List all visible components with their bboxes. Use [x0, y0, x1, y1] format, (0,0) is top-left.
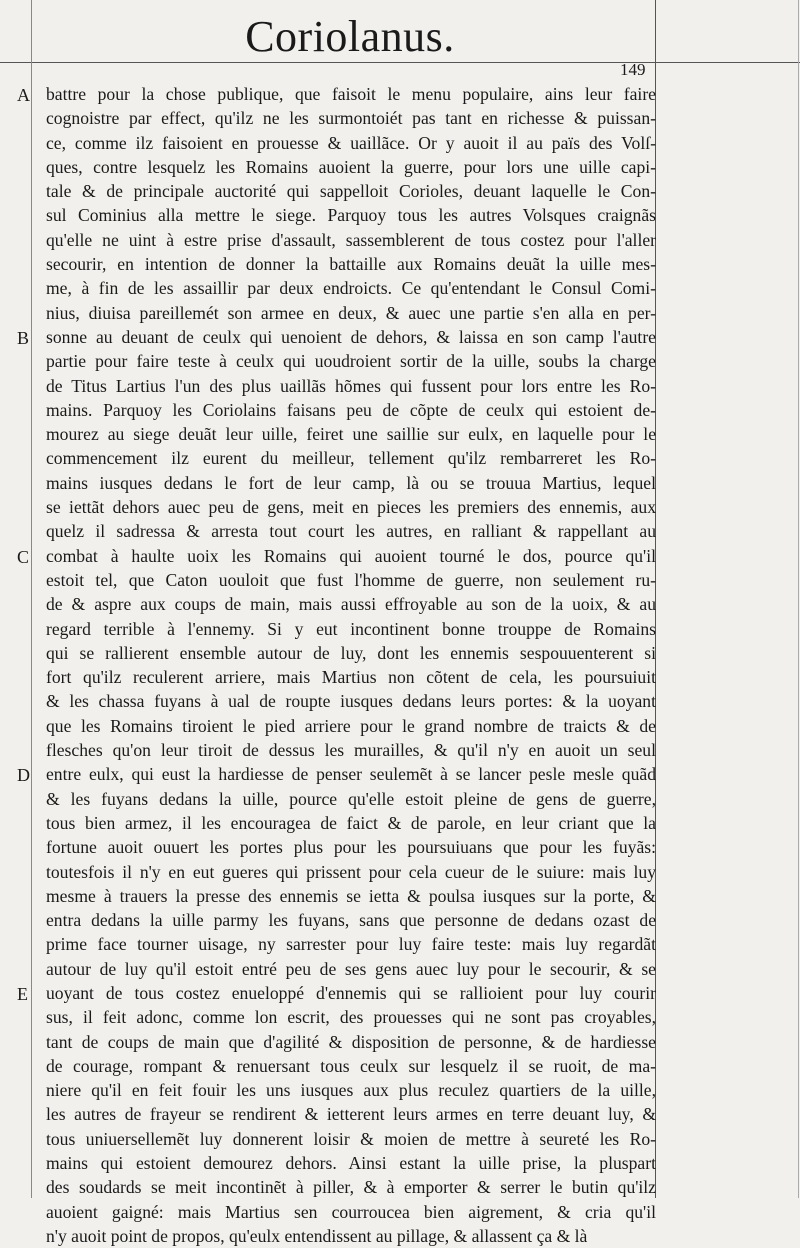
text-line: de Titus Lartius l'un des plus uaillãs hõmes qui fussent pour lors entre les Ro-	[46, 375, 656, 396]
text-line: sus, il feit adonc, comme lon escrit, des prouesses qui ne sont pas croyables,	[46, 1007, 656, 1028]
text-line: de & aspre aux coups de main, mais aussi effroyable au son de la uoix, & au	[46, 594, 656, 615]
text-line: mains qui estoient demourez dehors. Ainsi estant la uille prise, la pluspart	[46, 1153, 656, 1174]
text-line: & les chassa fuyans à ual de roupte iusques dedans leurs portes: & la uoyant	[46, 691, 656, 712]
running-head: Coriolanus.	[245, 12, 455, 61]
text-line: tant de coups de main que d'agilité & disposition de personne, & de hardiesse	[46, 1031, 656, 1052]
text-line: mains iusques dedans le fort de leur camp, là ou se trouua Martius, lequel	[46, 472, 656, 493]
margin-marker: C	[17, 546, 30, 567]
text-line: auoient gaigné: mais Martius sen courroucea bien aigrement, & cria qu'il	[46, 1201, 656, 1222]
text-line: entre eulx, qui eust la hardiesse de penser seulemẽt à se lancer pesle mesle quãd	[46, 764, 656, 785]
text-line: cognoistre par effect, qu'ilz ne les surmontoiét pas tant en richesse & puissan-	[46, 108, 656, 129]
text-line: fortune auoit ouuert les portes plus pour les poursuiuans que pour les fuyãs:	[46, 837, 656, 858]
text-line: ques, contre lesquelz les Romains auoient la guerre, pour lors une uille capi-	[46, 156, 656, 177]
text-line: qu'elle ne uint à estre prise d'assault, sassemblerent de tous costez pour l'aller	[46, 229, 656, 250]
text-line: tous uniuersellemẽt luy donnerent loisir & moien de mettre à seureté les Ro-	[46, 1128, 656, 1149]
text-line: ce, comme ilz faisoient en prouesse & uaillãce. Or y auoit il au païs des Volſ-	[46, 132, 656, 153]
text-line: qui se rallierent ensemble autour de luy, dont les ennemis sespouuenterent si	[46, 642, 656, 663]
text-line: me, à fin de les assaillir par deux endroicts. Ce qu'entendant le Consul Comi-	[46, 278, 656, 299]
text-line: fort qu'ilz reculerent arriere, mais Martius non cõtent de cela, les poursuiuit	[46, 667, 656, 688]
text-line: les autres de frayeur se rendirent & ietterent leurs armes en terre deuant luy, &	[46, 1104, 656, 1125]
body-text	[46, 82, 656, 1248]
margin-marker: A	[17, 85, 30, 105]
text-line: mains. Parquoy les Coriolains faisans peu de cõpte de ceulx qui estoient de-	[46, 399, 656, 420]
text-line: entra dedans la uille parmy les fuyans, sans que personne de dedans ozast de	[46, 910, 656, 931]
text-line: tous bien armez, il les encouragea de faict & de parole, en leur criant que la	[46, 812, 656, 833]
text-line: des soudards se meit incontinẽt à piller, & à emporter & serrer le butin qu'ilz	[46, 1177, 656, 1198]
header-rule	[0, 62, 800, 63]
outer-edge-rule	[798, 0, 799, 1198]
text-line: combat à haulte uoix les Romains qui auoient tourné le dos, pource qu'il	[46, 545, 656, 566]
text-line: sonne au deuant de ceulx qui uenoient de dehors, & laissa en son camp l'autre	[46, 326, 656, 347]
text-line: regard terrible à l'ennemy. Si y eut incontinent bonne trouppe de Romains	[46, 618, 656, 639]
text-line: tale & de principale auctorité qui sappelloit Corioles, deuant laquelle le Con-	[46, 181, 656, 202]
text-line: mesme à trauers la presse des ennemis se ietta & poulsa iusques sur la porte, &	[46, 885, 656, 906]
left-margin-rule	[31, 0, 32, 1198]
page-number: 149	[620, 60, 646, 79]
text-line: quelz il sadressa & arresta tout court les autres, en ralliant & rappellant au	[46, 521, 656, 542]
text-line: n'y auoit point de propos, qu'eulx entendissent au pillage, & allassent ça & là	[46, 1225, 588, 1246]
margin-marker: B	[17, 328, 30, 348]
text-line: prime face tourner uisage, ny sarrester pour luy faire teste: mais luy regardãt	[46, 934, 656, 955]
text-line: secourir, en intention de donner la battaille aux Romains deuãt la uille mes-	[46, 254, 656, 275]
text-line: commencement ilz eurent du meilleur, tellement qu'ilz rembarreret les Ro-	[46, 448, 656, 469]
text-line: toutesfois il n'y en eut gueres qui prissent pour cela cueur de le suiure: mais luy	[46, 861, 656, 882]
text-line: partie pour faire teste à ceulx qui uoudroient sortir de la uille, soubs la charge	[46, 351, 656, 372]
text-line: de courage, rompant & renuersant tous ceulx sur lesquelz il se ruoit, de ma-	[46, 1055, 656, 1076]
text-line: uoyant de tous costez enueloppé d'ennemis qui se rallioient pour luy courir	[46, 982, 656, 1003]
text-line: flesches qu'on leur tiroit de dessus les murailles, & qu'il n'y en auoit un seul	[46, 740, 656, 761]
margin-marker: D	[17, 765, 30, 786]
text-line: battre pour la chose publique, que faisoit le menu populaire, ains leur faire	[46, 84, 656, 104]
text-line: sul Cominius alla mettre le siege. Parquoy tous les autres Volsques craignãs	[46, 205, 656, 226]
text-line: nius, diuisa pareillemét son armee en deux, & auec une partie s'en alla en per-	[46, 302, 656, 323]
text-line: & les fuyans dedans la uille, pource qu'elle estoit pleine de gens de guerre,	[46, 788, 656, 809]
text-line: mourez au siege deuãt leur uille, feiret une saillie sur eulx, en laquelle pour le	[46, 424, 656, 445]
margin-marker: E	[17, 984, 28, 1005]
text-line: niere qu'il en feit fouir les uns iusques aux plus reculez quartiers de la uille,	[46, 1080, 656, 1101]
text-line: autour de luy qu'il estoit entré peu de ses gens auec luy pour le secourir, & se	[46, 958, 656, 979]
text-line: que les Romains tiroient le pied arriere pour le grand nombre de traicts & de	[46, 715, 656, 736]
text-line: estoit tel, que Caton uouloit que fust l'homme de guerre, non seulement ru-	[46, 569, 656, 590]
text-line: se iettãt dehors auec peu de gens, meit en pieces les premiers des ennemis, aux	[46, 497, 656, 518]
